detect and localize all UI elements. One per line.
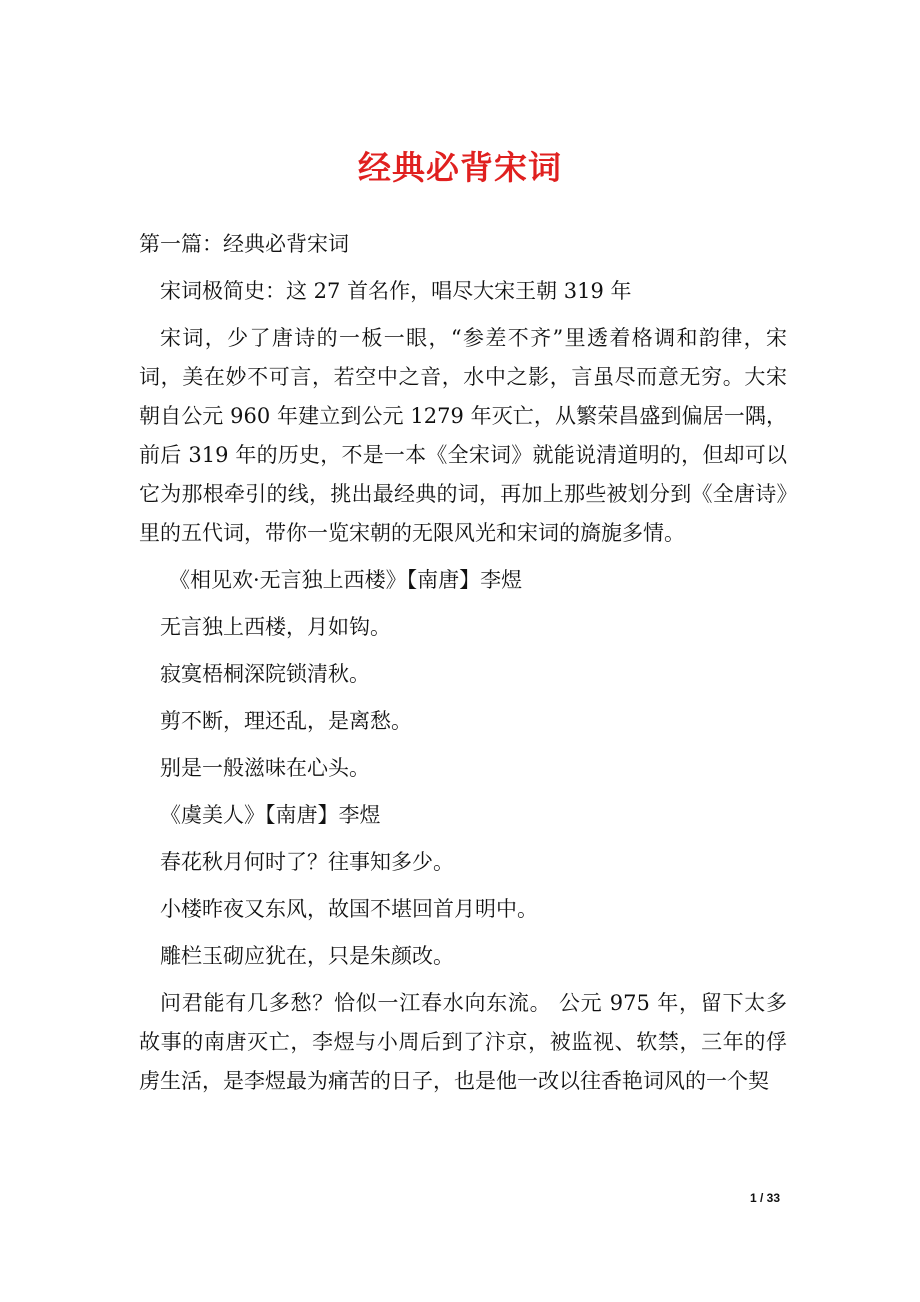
poem-line: 剪不断，理还乱，是离愁。 <box>160 709 412 733</box>
document-title: 经典必背宋词 <box>358 148 562 187</box>
poem-line: 雕栏玉砌应犹在，只是朱颜改。 <box>160 944 454 968</box>
paragraph: 宋词，少了唐诗的一板一眼，“参差不齐”里透着格调和韵律，宋词，美在妙不可言，若空中之音，水中之影，言虽尽而意无穷。大宋朝自公元 960 年建立到公元 1279 年灭亡，从繁荣昌盛到偏居一隅，前后 319 年的历史，不是一本《全宋词》就能说清道明的，但却可以它为那根牵引的线，挑出最经典的词，再加上那些被划分到《全唐诗》里的五代词，带你一览宋朝的无限风光和宋词的旖旎多情。 <box>139 326 787 545</box>
poem-heading: 《虞美人》【南唐】李煜 <box>160 803 381 827</box>
poem-line: 无言独上西楼，月如钩。 <box>160 615 391 639</box>
paragraph: 问君能有几多愁？恰似一江春水向东流。 公元 975 年，留下太多故事的南唐灭亡，李煜与小周后到了汴京，被监视、软禁，三年的俘虏生活，是李煜最为痛苦的日子，也是他一改以往香艳词风的一个契 <box>139 991 787 1093</box>
page-number: 1 / 33 <box>749 1191 780 1205</box>
paragraph: 第一篇：经典必背宋词 <box>139 232 349 256</box>
paragraph: 宋词极简史：这 27 首名作，唱尽大宋王朝 319 年 <box>160 279 632 303</box>
poem-line: 小楼昨夜又东风，故国不堪回首月明中。 <box>160 897 538 921</box>
poem-heading: 《相见欢·无言独上西楼》【南唐】李煜 <box>169 568 523 592</box>
poem-line: 春花秋月何时了？往事知多少。 <box>160 850 454 874</box>
document-body <box>139 225 787 1109</box>
poem-line: 别是一般滋味在心头。 <box>160 756 370 780</box>
poem-line: 寂寞梧桐深院锁清秋。 <box>160 662 370 686</box>
